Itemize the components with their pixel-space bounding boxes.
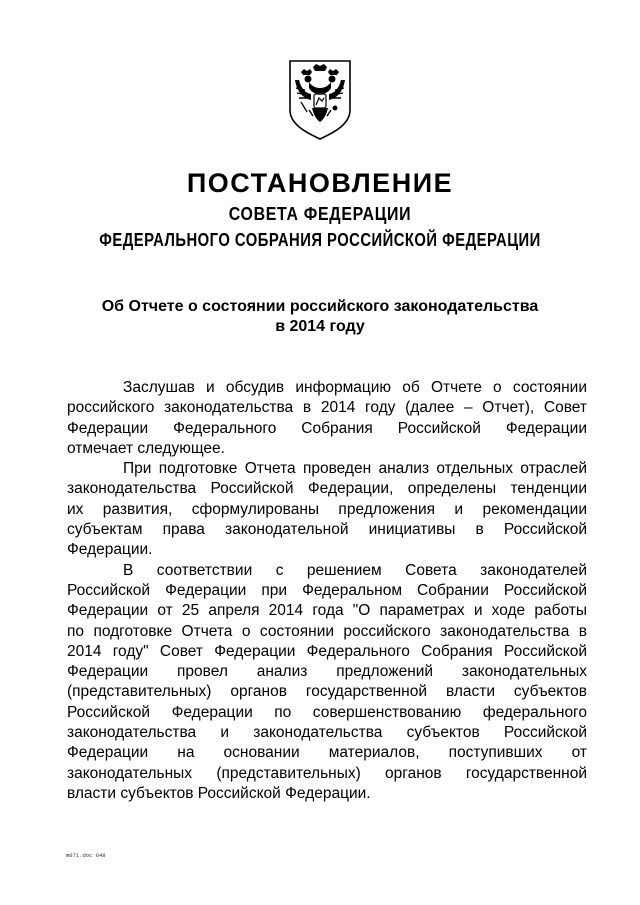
body-line: субъектам права законодательной инициативы в Российской [67,521,587,539]
body-line: (представительных) органов государственной власти субъектов [67,683,587,701]
body-line: законодательства и законодательства субъектов Российской [67,724,587,742]
subject-line-1: Об Отчете о состоянии российского законодательства [101,298,539,315]
body-line: Федерации. [67,541,153,559]
body-line: российского законодательства в 2014 году (далее – Отчет), Совет [67,399,587,417]
document-title: ПОСТАНОВЛЕНИЕ [186,168,454,198]
issuer-line-1: СОВЕТА ФЕДЕРАЦИИ [228,203,412,224]
body-line: 2014 году" Совет Федерации Федерального Собрания Российской [67,642,587,660]
body-line: отмечает следующее. [67,439,225,457]
body-line: В соответствии с решением Совета законодателей [123,561,587,579]
body-line: их развития, сформулированы предложения и рекомендации [67,500,587,518]
issuer-line-2: ФЕДЕРАЛЬНОГО СОБРАНИЯ РОССИЙСКОЙ ФЕДЕРАЦИИ [99,229,541,250]
state-emblem-icon [287,58,353,142]
body-line: Российской Федерации по совершенствованию федерального [67,703,587,721]
subject-line-2: в 2014 году [275,318,365,335]
body-line: Федерации на основании материалов, поступивших от [67,744,587,762]
document-file-code: m071.doc 648 [66,852,106,859]
body-line: Российской Федерации при Федеральном Собрании Российской [67,581,587,599]
body-line: Федерации от 25 апреля 2014 года "О параметрах и ходе работы [67,602,587,620]
body-line: законодательных (представительных) органов государственной [67,764,587,782]
body-line: законодательства Российской Федерации, определены тенденции [67,480,587,498]
body-line: по подготовке Отчета о состоянии российского законодательства в [67,622,587,640]
body-line: Федерации Федерального Собрания Российской Федерации [67,419,587,437]
document-body [67,378,587,804]
body-line: При подготовке Отчета проведен анализ отдельных отраслей [123,460,587,478]
body-line: Федерации провел анализ предложений законодательных [67,663,587,681]
body-line: власти субъектов Российской Федерации. [67,784,371,802]
body-line: Заслушав и обсудив информацию об Отчете о состоянии [123,379,587,396]
